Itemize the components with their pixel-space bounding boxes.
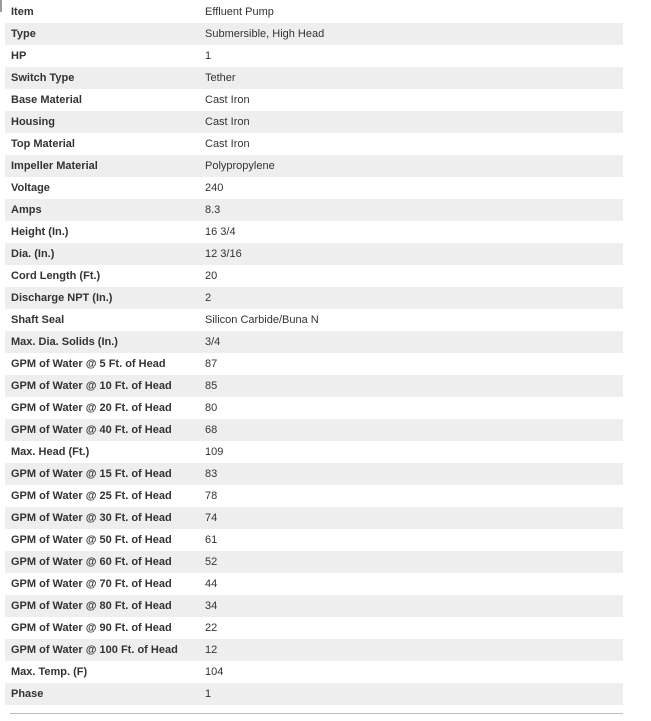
spec-label: GPM of Water @ 10 Ft. of Head xyxy=(11,380,172,392)
spec-value: 85 xyxy=(205,380,218,392)
spec-value: Silicon Carbide/Buna N xyxy=(205,314,319,326)
spec-value: 20 xyxy=(205,270,218,282)
spec-value: 34 xyxy=(205,600,218,612)
spec-row-top-material xyxy=(5,133,623,155)
spec-row-max-temp xyxy=(5,661,623,683)
spec-label: GPM of Water @ 50 Ft. of Head xyxy=(11,534,172,546)
spec-row-gpm-100ft xyxy=(5,639,623,661)
spec-row-gpm-70ft xyxy=(5,573,623,595)
spec-label: GPM of Water @ 30 Ft. of Head xyxy=(11,512,172,524)
spec-value: 74 xyxy=(205,512,218,524)
spec-row-discharge-npt xyxy=(5,287,623,309)
spec-label: GPM of Water @ 90 Ft. of Head xyxy=(11,622,172,634)
spec-value: Cast Iron xyxy=(205,116,250,128)
spec-label: GPM of Water @ 80 Ft. of Head xyxy=(11,600,172,612)
spec-value: 1 xyxy=(205,50,212,62)
spec-value: 22 xyxy=(205,622,218,634)
spec-value: Effluent Pump xyxy=(205,6,274,18)
spec-label: Switch Type xyxy=(11,72,75,84)
spec-value: 52 xyxy=(205,556,218,568)
spec-row-gpm-50ft xyxy=(5,529,623,551)
spec-row-type xyxy=(5,23,623,45)
spec-row-hp xyxy=(5,45,623,67)
spec-row-max-head xyxy=(5,441,623,463)
spec-value: 240 xyxy=(205,182,224,194)
spec-row-gpm-10ft xyxy=(5,375,623,397)
spec-row-gpm-80ft xyxy=(5,595,623,617)
spec-row-housing xyxy=(5,111,623,133)
spec-row-diameter xyxy=(5,243,623,265)
spec-label: Cord Length (Ft.) xyxy=(11,270,101,282)
spec-row-gpm-30ft xyxy=(5,507,623,529)
bottom-divider xyxy=(10,713,623,714)
spec-label: Max. Head (Ft.) xyxy=(11,446,90,458)
spec-value: 61 xyxy=(205,534,218,546)
spec-label: GPM of Water @ 20 Ft. of Head xyxy=(11,402,172,414)
spec-value: 78 xyxy=(205,490,218,502)
spec-value: 16 3/4 xyxy=(205,226,236,238)
spec-label: Amps xyxy=(11,204,42,216)
spec-label: GPM of Water @ 100 Ft. of Head xyxy=(11,644,178,656)
spec-row-gpm-5ft xyxy=(5,353,623,375)
spec-label: GPM of Water @ 60 Ft. of Head xyxy=(11,556,172,568)
spec-value: Cast Iron xyxy=(205,138,250,150)
spec-row-impeller-material xyxy=(5,155,623,177)
spec-table xyxy=(5,1,623,705)
spec-row-gpm-90ft xyxy=(5,617,623,639)
spec-table-body xyxy=(5,1,623,705)
spec-row-voltage xyxy=(5,177,623,199)
spec-label: GPM of Water @ 40 Ft. of Head xyxy=(11,424,172,436)
spec-row-amps xyxy=(5,199,623,221)
spec-value: 8.3 xyxy=(205,204,221,216)
spec-value: 109 xyxy=(205,446,224,458)
spec-value: 12 3/16 xyxy=(205,248,242,260)
spec-value: 83 xyxy=(205,468,218,480)
spec-value: 80 xyxy=(205,402,218,414)
spec-row-gpm-20ft xyxy=(5,397,623,419)
spec-row-shaft-seal xyxy=(5,309,623,331)
left-edge-divider xyxy=(0,0,2,12)
spec-value: Cast Iron xyxy=(205,94,250,106)
spec-row-cord-length xyxy=(5,265,623,287)
spec-label: Max. Temp. (F) xyxy=(11,666,88,678)
spec-row-item xyxy=(5,1,623,23)
spec-label: Impeller Material xyxy=(11,160,98,172)
spec-value: 44 xyxy=(205,578,218,590)
spec-label: GPM of Water @ 5 Ft. of Head xyxy=(11,358,166,370)
spec-label: Max. Dia. Solids (In.) xyxy=(11,336,118,348)
spec-label: GPM of Water @ 25 Ft. of Head xyxy=(11,490,172,502)
spec-value: 68 xyxy=(205,424,218,436)
spec-value: 1 xyxy=(205,688,212,700)
spec-value: 104 xyxy=(205,666,224,678)
spec-value: Polypropylene xyxy=(205,160,275,172)
spec-value: 3/4 xyxy=(205,336,221,348)
spec-label: GPM of Water @ 15 Ft. of Head xyxy=(11,468,172,480)
spec-value: Tether xyxy=(205,72,236,84)
spec-row-height xyxy=(5,221,623,243)
spec-label: Housing xyxy=(11,116,55,128)
spec-row-max-dia-solids xyxy=(5,331,623,353)
spec-row-gpm-40ft xyxy=(5,419,623,441)
spec-label: Phase xyxy=(11,688,44,700)
spec-label: Base Material xyxy=(11,94,82,106)
spec-label: HP xyxy=(11,50,27,62)
spec-label: GPM of Water @ 70 Ft. of Head xyxy=(11,578,172,590)
spec-row-gpm-60ft xyxy=(5,551,623,573)
spec-value: 2 xyxy=(205,292,212,304)
spec-label: Top Material xyxy=(11,138,75,150)
spec-label: Voltage xyxy=(11,182,50,194)
spec-label: Dia. (In.) xyxy=(11,248,55,260)
spec-value: 87 xyxy=(205,358,218,370)
spec-label: Discharge NPT (In.) xyxy=(11,292,113,304)
spec-row-switch-type xyxy=(5,67,623,89)
spec-label: Type xyxy=(11,28,36,40)
spec-row-gpm-25ft xyxy=(5,485,623,507)
spec-label: Item xyxy=(11,6,34,18)
spec-value: Submersible, High Head xyxy=(205,28,325,40)
spec-label: Shaft Seal xyxy=(11,314,65,326)
spec-row-gpm-15ft xyxy=(5,463,623,485)
spec-value: 12 xyxy=(205,644,218,656)
spec-label: Height (In.) xyxy=(11,226,69,238)
spec-row-base-material xyxy=(5,89,623,111)
spec-row-phase xyxy=(5,683,623,705)
